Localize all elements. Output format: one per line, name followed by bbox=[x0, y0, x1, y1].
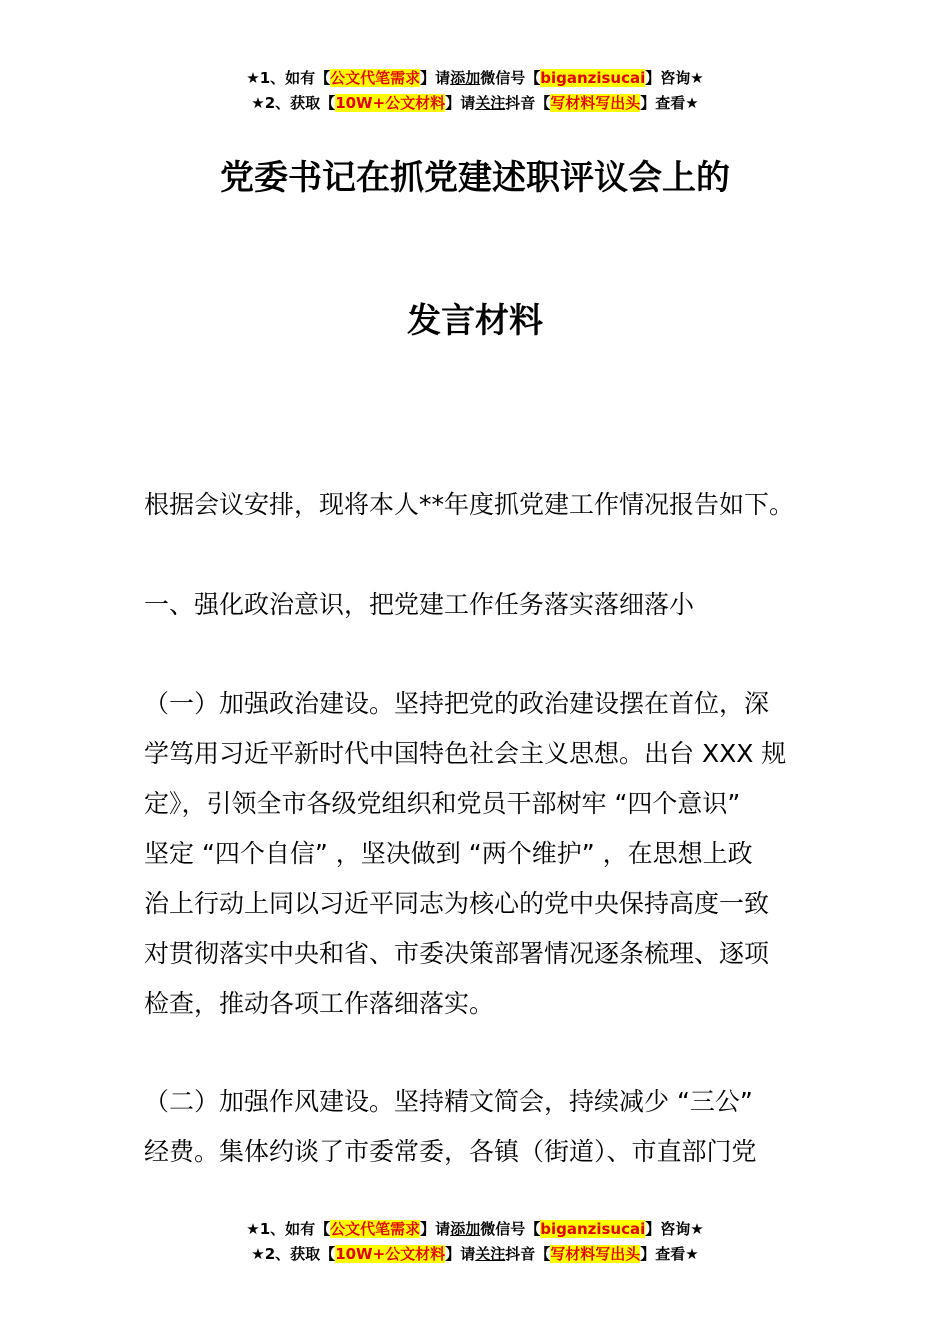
banner-line-1 bbox=[0, 1217, 950, 1242]
banner-highlight: 公文代笔需求 bbox=[330, 69, 421, 87]
paragraph-line: 经费。集体约谈了市委常委，各镇（街道）、市直部门党 bbox=[144, 1137, 757, 1166]
banner-text: 微信号【 bbox=[480, 1220, 541, 1238]
banner-text: 】请 bbox=[445, 94, 476, 112]
paragraph-line: 定》，引领全市各级党组织和党员干部树牢 “四个意识” bbox=[144, 789, 741, 818]
banner-line-2 bbox=[0, 1242, 950, 1267]
paragraph-line: 治上行动上同以习近平同志为核心的党中央保持高度一致 bbox=[144, 889, 770, 918]
banner-highlight: 10W+公文材料 bbox=[335, 94, 446, 112]
paragraph-line: （二）加强作风建设。坚持精文简会，持续减少 “三公” bbox=[144, 1087, 753, 1116]
paragraph-line: 检查，推动各项工作落细落实。 bbox=[144, 989, 495, 1018]
banner-text: 抖音【 bbox=[505, 94, 551, 112]
document-title-line-2: 发言材料 bbox=[407, 301, 543, 341]
banner-text: 】请 bbox=[420, 69, 451, 87]
banner-text: 】请 bbox=[445, 1245, 476, 1263]
document-title-line-1: 党委书记在抓党建述职评议会上的 bbox=[220, 158, 730, 198]
banner-underline: 关注 bbox=[475, 1245, 506, 1263]
banner-douyin-name: 写材料写出头 bbox=[550, 94, 641, 112]
banner-text: 】咨询★ bbox=[645, 1220, 704, 1238]
banner-text: 】查看★ bbox=[640, 94, 699, 112]
banner-text: ★1、如有【 bbox=[246, 69, 331, 87]
banner-underline: 添加 bbox=[450, 1220, 481, 1238]
header-banner bbox=[0, 66, 950, 116]
banner-wechat-id: biganzisucai bbox=[540, 1220, 646, 1238]
intro-paragraph: 根据会议安排，现将本人**年度抓党建工作情况报告如下。 bbox=[144, 490, 795, 519]
banner-text: 】请 bbox=[420, 1220, 451, 1238]
banner-highlight: 公文代笔需求 bbox=[330, 1220, 421, 1238]
paragraph-style-building bbox=[144, 1077, 814, 1177]
banner-text: ★2、获取【 bbox=[251, 1245, 336, 1263]
banner-wechat-id: biganzisucai bbox=[540, 69, 646, 87]
section-heading: 一、强化政治意识，把党建工作任务落实落细落小 bbox=[144, 590, 695, 619]
banner-text: 抖音【 bbox=[505, 1245, 551, 1263]
paragraph-line: 学笃用习近平新时代中国特色社会主义思想。出台 XXX 规 bbox=[144, 739, 787, 768]
paragraph-political-building bbox=[144, 679, 814, 1029]
banner-text: 】咨询★ bbox=[645, 69, 704, 87]
paragraph-line: （一）加强政治建设。坚持把党的政治建设摆在首位，深 bbox=[144, 689, 770, 718]
banner-highlight: 10W+公文材料 bbox=[335, 1245, 446, 1263]
paragraph-line: 对贯彻落实中央和省、市委决策部署情况逐条梳理、逐项 bbox=[144, 939, 770, 968]
paragraph-line: 坚定 “四个自信” ，坚决做到 “两个维护” ，在思想上政 bbox=[144, 839, 753, 868]
banner-douyin-name: 写材料写出头 bbox=[550, 1245, 641, 1263]
footer-banner bbox=[0, 1217, 950, 1267]
banner-text: 】查看★ bbox=[640, 1245, 699, 1263]
banner-underline: 关注 bbox=[475, 94, 506, 112]
banner-underline: 添加 bbox=[450, 69, 481, 87]
banner-line-1 bbox=[0, 66, 950, 91]
banner-text: 微信号【 bbox=[480, 69, 541, 87]
banner-text: ★1、如有【 bbox=[246, 1220, 331, 1238]
banner-line-2 bbox=[0, 91, 950, 116]
banner-text: ★2、获取【 bbox=[251, 94, 336, 112]
